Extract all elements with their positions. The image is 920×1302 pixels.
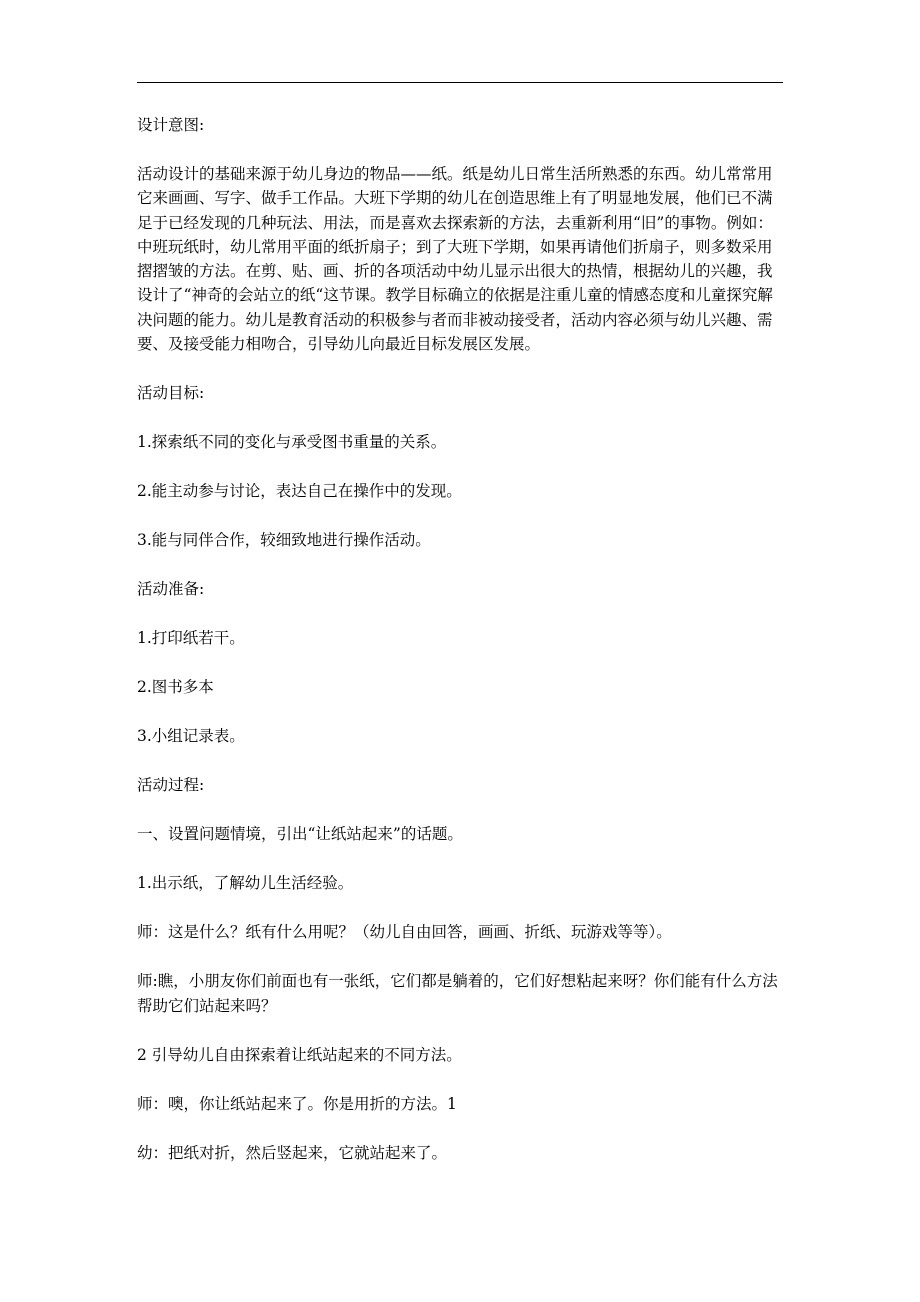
goal-item: 1.探索纸不同的变化与承受图书重量的关系。: [137, 433, 447, 452]
dialogue-line: 师:瞧，小朋友你们前面也有一张纸，它们都是躺着的，它们好想粘起来呀？你们能有什么方法帮助它们站起来吗？: [137, 972, 778, 1015]
heading-activity-goals: 活动目标:: [137, 384, 205, 403]
dialogue-line: 幼：把纸对折，然后竖起来，它就站起来了。: [137, 1143, 448, 1162]
dialogue-line: 师：噢，你让纸站起来了。你是用折的方法。1: [137, 1094, 457, 1113]
preparation-item: 2.图书多本: [137, 678, 214, 697]
heading-activity-process: 活动过程:: [137, 776, 205, 795]
goal-item: 2.能主动参与讨论，表达自己在操作中的发现。: [137, 482, 462, 501]
paragraph-design-intent: 活动设计的基础来源于幼儿身边的物品——纸。纸是幼儿日常生活所熟悉的东西。幼儿常常用它来画画、写字、做手工作品。大班下学期的幼儿在创造思维上有了明显地发展，他们已不满足于已经发现的几种玩法、用法，而是喜欢去探索新的方法，去重新利用“旧”的事物。例如：中班玩纸时，幼儿常用平面的纸折扇子；到了大班下学期，如果再请他们折扇子，则多数采用摺摺皱的方法。在剪、贴、画、折的各项活动中幼儿显示出很大的热情，根据幼儿的兴趣，我设计了“神奇的会站立的纸“这节课。教学目标确立的依据是注重儿童的情感态度和儿童探究解决问题的能力。幼儿是教育活动的积极参与者而非被动接受者，活动内容必须与幼儿兴趣、需要、及接受能力相吻合，引导幼儿向最近目标发展区发展。: [137, 165, 773, 354]
header-rule: [137, 82, 783, 83]
process-step: 一、设置问题情境，引出“让纸站起来”的话题。: [137, 825, 463, 844]
document-body: [137, 113, 785, 1190]
process-step: 2 引导幼儿自由探索着让纸站起来的不同方法。: [137, 1045, 462, 1064]
dialogue-line: 师：这是什么？纸有什么用呢？（幼儿自由回答，画画、折纸、玩游戏等等）。: [137, 923, 672, 942]
preparation-item: 1.打印纸若干。: [137, 629, 245, 648]
heading-activity-preparation: 活动准备:: [137, 580, 205, 599]
goal-item: 3.能与同伴合作，较细致地进行操作活动。: [137, 531, 431, 550]
process-step: 1.出示纸，了解幼儿生活经验。: [137, 874, 354, 893]
preparation-item: 3.小组记录表。: [137, 727, 245, 746]
heading-design-intent: 设计意图:: [137, 116, 205, 134]
